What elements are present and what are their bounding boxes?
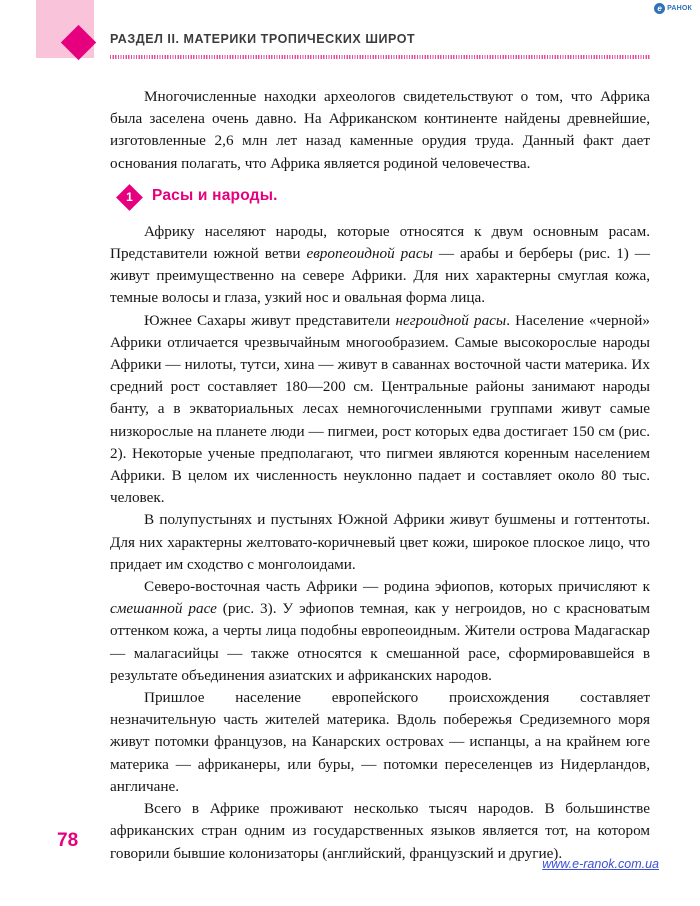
paragraph-6: Всего в Африке проживают несколько тысяч народов. В большинстве африканских стран одним из государственных языков является тот, на котором говорили бывшие колонизаторы (английский, французский и другие). — [110, 800, 650, 862]
paragraph-4 — [110, 576, 650, 687]
paragraph-1 — [110, 221, 650, 310]
diamond-icon — [61, 25, 96, 60]
paragraph-3: В полупустынях и пустынях Южной Африки живут бушмены и готтентоты. Для них характерны желтовато-коричневый цвет кожи, широкое плоское лицо, что придает им сходство с монголоидами. — [110, 511, 650, 573]
chapter-title: РАЗДЕЛ II. МАТЕРИКИ ТРОПИЧЕСКИХ ШИРОТ — [110, 32, 416, 46]
term-mixed-race: смешанной расе — [110, 600, 217, 618]
paragraph-5: Пришлое население европейского происхождения составляет незначительную часть жителей материка. Вдоль побережья Средиземного моря живут потомки французов, на Канарских островах — испанцы, а на крайнем юге материка — африканеры, или буры, — потомки переселенцев из Нидерландов, англичане. — [110, 689, 650, 795]
paragraph-2 — [110, 310, 650, 510]
section-title: Расы и народы. — [152, 186, 278, 204]
paragraph-1-part-b: — арабы и берберы (рис. 1) — живут преимущественно на севере Африки. Для них характерны смуглая кожа, темные волосы и глаза, узкий нос и овальная форма лица. — [110, 245, 650, 307]
publisher-logo-mark: e — [654, 3, 665, 14]
section-number: 1 — [126, 189, 133, 204]
publisher-url-link[interactable]: www.e-ranok.com.ua — [542, 857, 659, 871]
term-europeoid-race: европеоидной расы — [306, 245, 433, 263]
paragraph-4-part-a: Северо-восточная часть Африки — родина эфиопов, которых причисляют к — [144, 578, 650, 596]
running-head — [0, 26, 700, 76]
page-number: 78 — [57, 830, 79, 851]
paragraph-4-part-b: (рис. 3). У эфиопов темная, как у негроидов, но с красноватым оттенком кожа, а черты лица подобны европеоидным. Жители острова Мадагаскар — малагасийцы — также относятся к смешанной расе, сформировавшейся в результате объединения азиатских и африканских народов. — [110, 600, 651, 684]
paragraph-2-part-b: . Население «черной» Африки отличается чрезвычайным многообразием. Самые высокорослые народы Африки — нилоты, тутси, хина — живут в саваннах восточной части материка. Их средний рост составляет 180—200 см. Центральные районы занимают народы банту, а в экваториальных лесах немногочисленными группами живут самые низкорослые на планете люди — пигмеи, рост которых едва достигает 150 см (рис. 2). Некоторые ученые предполагают, что пигмеи являются коренным населением Африки. В целом их численность неуклонно падает и составляет около 80 тыс. человек. — [110, 311, 651, 507]
publisher-logo-text: РАНОК — [667, 4, 692, 12]
header-divider — [110, 55, 650, 59]
term-negroid-race: негроидной расы — [395, 311, 507, 329]
paragraph-2-part-a: Южнее Сахары живут представители — [144, 311, 396, 329]
section-heading — [110, 185, 650, 215]
publisher-logo — [654, 2, 692, 14]
page-content — [110, 86, 650, 865]
paragraph-intro: Многочисленные находки археологов свидетельствуют о том, что Африка была заселена очень давно. На Африканском континенте найдены древнейшие, изготовленные 2,6 млн лет назад каменные орудия труда. Данный факт дает основания полагать, что Африка является родиной человечества. — [110, 88, 650, 172]
paragraph-1-part-a: Африку населяют народы, которые относятся к двум основным расам. Представители южной ветви — [110, 222, 650, 263]
